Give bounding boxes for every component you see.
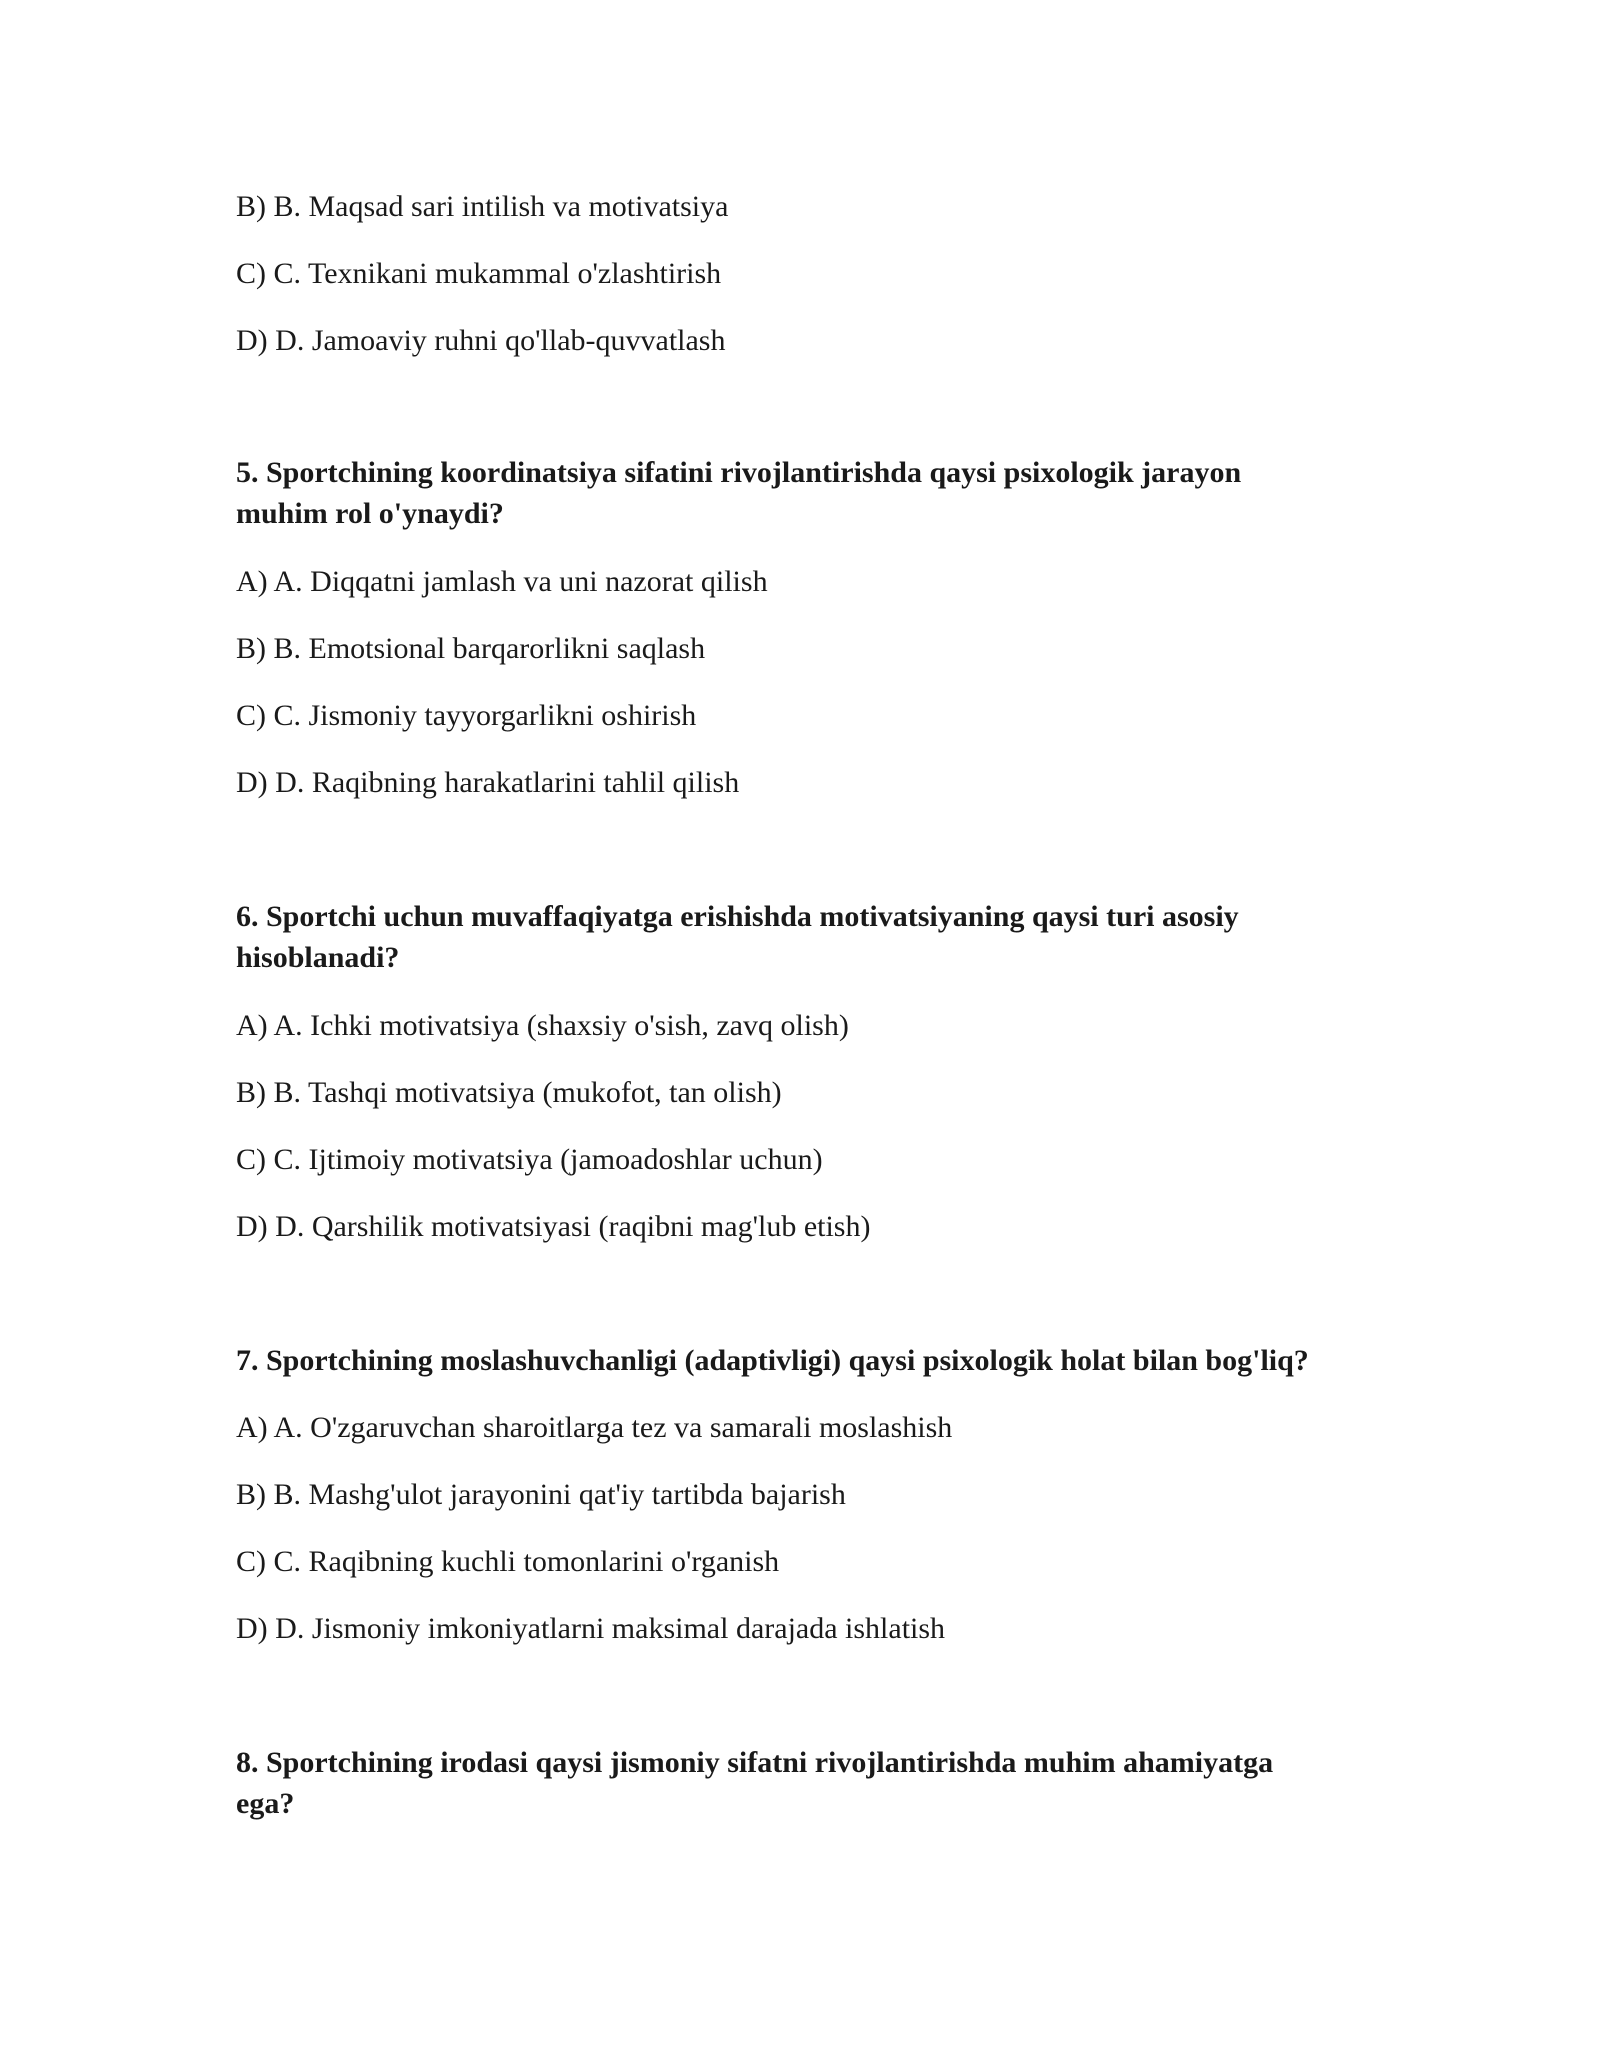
question-7 [236,1340,1396,1381]
question-5-line-1: 5. Sportchining koordinatsiya sifatini rivojlantirishda qaysi psixologik jarayon [236,456,1242,489]
question-5-option-d: D) D. Raqibning harakatlarini tahlil qilish [236,766,740,799]
question-6-option-b: B) B. Tashqi motivatsiya (mukofot, tan olish) [236,1076,782,1109]
question-7-line-1: 7. Sportchining moslashuvchanligi (adaptivligi) qaysi psixologik holat bilan bog'liq? [236,1344,1309,1377]
option-prev-c: C) C. Texnikani mukammal o'zlashtirish [236,257,722,290]
question-5-option-a: A) A. Diqqatni jamlash va uni nazorat qilish [236,565,768,598]
question-6-option-a: A) A. Ichki motivatsiya (shaxsiy o'sish, zavq olish) [236,1009,849,1042]
question-5-line-2: muhim rol o'ynaydi? [236,497,504,530]
question-5-option-b: B) B. Emotsional barqarorlikni saqlash [236,632,706,665]
option-prev-b: B) B. Maqsad sari intilish va motivatsiya [236,190,729,223]
question-7-option-b: B) B. Mashg'ulot jarayonini qat'iy tartibda bajarish [236,1478,846,1511]
question-8-line-2: ega? [236,1787,295,1820]
question-6-line-1: 6. Sportchi uchun muvaffaqiyatga erishishda motivatsiyaning qaysi turi asosiy [236,900,1239,933]
question-5 [236,452,1396,534]
question-7-option-c: C) C. Raqibning kuchli tomonlarini o'rganish [236,1545,780,1578]
question-8 [236,1742,1396,1824]
question-8-line-1: 8. Sportchining irodasi qaysi jismoniy sifatni rivojlantirishda muhim ahamiyatga [236,1746,1274,1779]
question-6-line-2: hisoblanadi? [236,941,400,974]
question-6 [236,896,1396,978]
question-7-option-a: A) A. O'zgaruvchan sharoitlarga tez va samarali moslashish [236,1411,953,1444]
question-7-option-d: D) D. Jismoniy imkoniyatlarni maksimal darajada ishlatish [236,1612,946,1645]
question-6-option-d: D) D. Qarshilik motivatsiyasi (raqibni mag'lub etish) [236,1210,871,1243]
option-prev-d: D) D. Jamoaviy ruhni qo'llab-quvvatlash [236,324,726,357]
question-6-option-c: C) C. Ijtimoiy motivatsiya (jamoadoshlar uchun) [236,1143,823,1176]
question-5-option-c: C) C. Jismoniy tayyorgarlikni oshirish [236,699,697,732]
